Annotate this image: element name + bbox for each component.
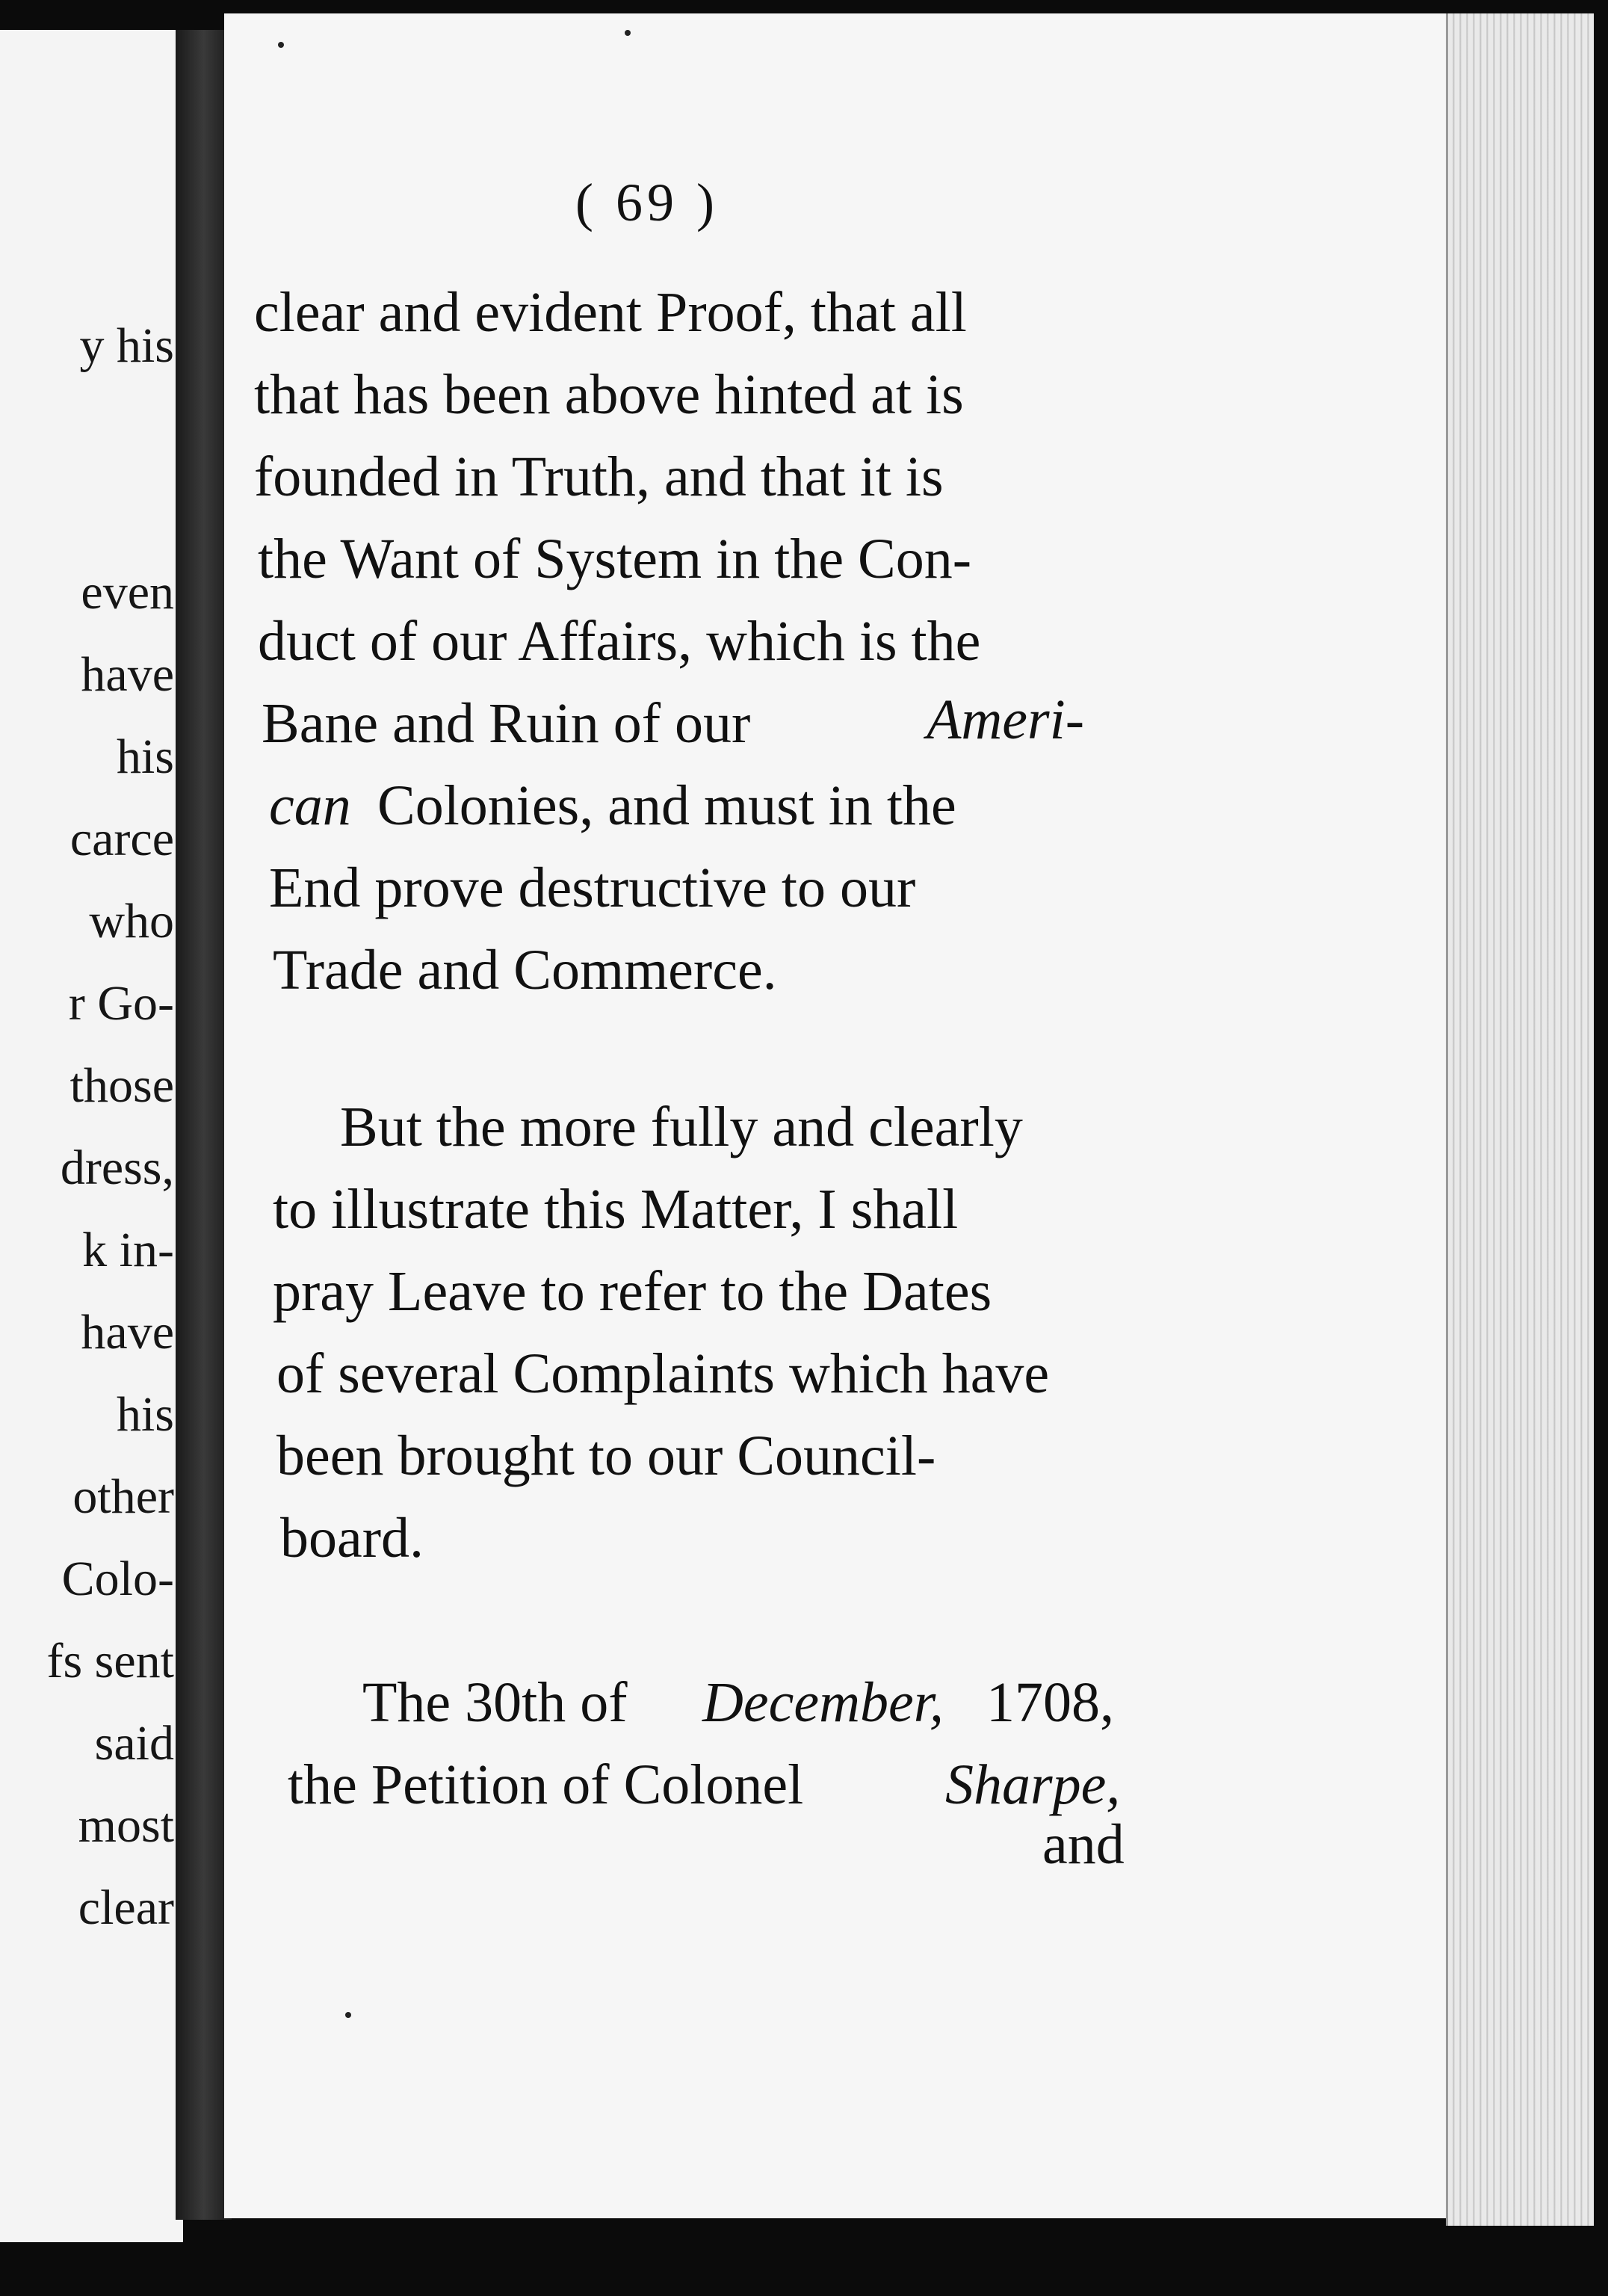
text-line: pray Leave to refer to the Dates (273, 1260, 992, 1323)
page-edges (1446, 13, 1594, 2226)
text-line-italic: Sharpe, (945, 1753, 1121, 1816)
left-page-text-fragment: carce (69, 812, 174, 866)
left-page-text-fragment: Colo- (61, 1552, 174, 1606)
left-page-text-fragment: other (72, 1469, 174, 1524)
left-page (0, 30, 183, 2242)
text-line: of several Complaints which have (276, 1342, 1050, 1405)
page-number: ( 69 ) (575, 173, 719, 232)
left-page-text-fragment: k in- (82, 1223, 174, 1277)
text-line: the Want of System in the Con- (258, 528, 972, 590)
left-page-text-fragment: clear (78, 1880, 174, 1935)
text-line: 1708, (986, 1671, 1114, 1734)
left-page-text-fragment: those (69, 1058, 174, 1113)
left-page-text-fragment: y his (79, 318, 174, 373)
text-line-italic: December, (702, 1671, 944, 1734)
text-line: the Petition of Colonel (288, 1753, 804, 1816)
text-line: End prove destructive to our (269, 857, 916, 919)
left-page-text-fragment: r Go- (68, 976, 174, 1031)
ink-speck (625, 30, 631, 36)
text-line: to illustrate this Matter, I shall (273, 1178, 959, 1241)
book-gutter (176, 30, 232, 2220)
left-page-text-fragment: have (81, 1305, 174, 1360)
left-page-text-fragment: even (81, 565, 174, 620)
text-line-italic: can (269, 774, 351, 837)
left-page-text-fragment: have (81, 647, 174, 702)
ink-speck (278, 42, 284, 48)
text-line: Trade and Commerce. (273, 939, 777, 1002)
left-page-text-fragment: who (89, 894, 174, 948)
text-line: board. (280, 1507, 424, 1570)
catchword: and (1042, 1813, 1125, 1876)
text-line: been brought to our Council- (276, 1425, 936, 1487)
left-page-text-fragment: said (94, 1716, 174, 1771)
left-page-text-fragment: most (78, 1798, 174, 1853)
left-page-text-fragment: his (116, 729, 174, 784)
left-page-text-fragment: fs sent (46, 1634, 174, 1688)
text-line: But the more fully and clearly (340, 1096, 1023, 1158)
text-line-italic: Ameri- (927, 688, 1085, 751)
ink-speck (345, 2012, 351, 2018)
left-page-text-fragment: his (116, 1387, 174, 1442)
text-line: that has been above hinted at is (254, 363, 964, 426)
text-line: clear and evident Proof, that all (254, 281, 967, 344)
text-line: The 30th of (362, 1671, 628, 1734)
text-line: Bane and Ruin of our (262, 692, 751, 755)
text-line: duct of our Affairs, which is the (258, 610, 981, 673)
left-page-text-fragment: dress, (60, 1141, 174, 1195)
text-line: founded in Truth, and that it is (254, 445, 944, 508)
text-line: Colonies, and must in the (377, 774, 956, 837)
